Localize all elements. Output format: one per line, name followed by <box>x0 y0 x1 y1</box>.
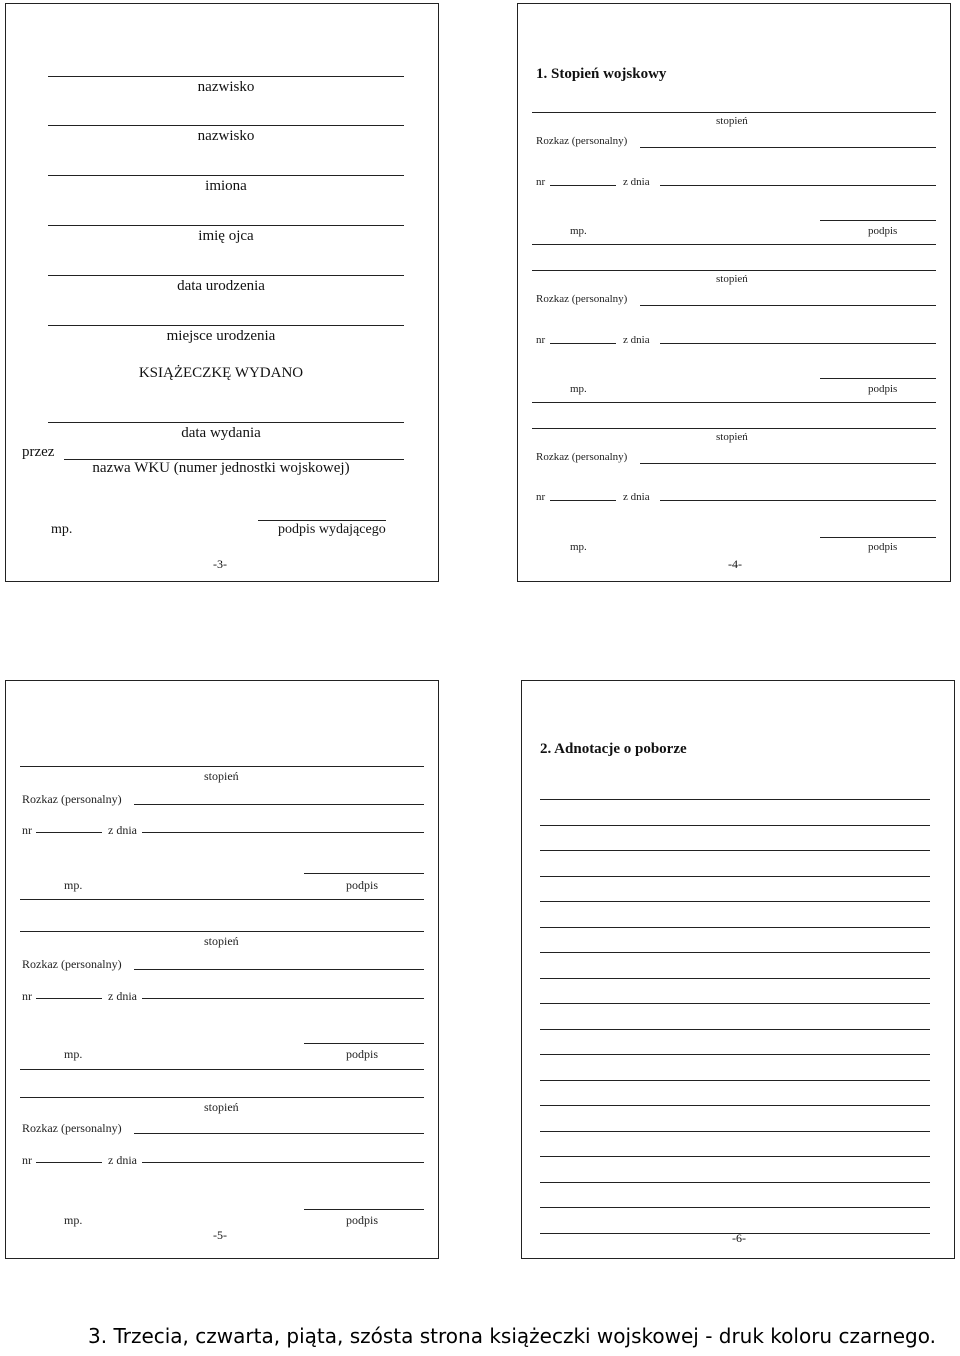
block-top-line <box>532 428 936 429</box>
order-line <box>134 969 424 970</box>
rank-label: stopień <box>204 1100 239 1114</box>
unit-label: nazwa WKU (numer jednostki wojskowej) <box>92 460 350 476</box>
page-6 <box>521 680 955 1259</box>
rank-label: stopień <box>716 273 748 285</box>
field-line <box>48 125 404 126</box>
nr-line <box>550 185 616 186</box>
date-line <box>660 343 936 344</box>
writing-line <box>540 1207 930 1208</box>
date-label: z dnia <box>108 823 137 837</box>
przez-label: przez <box>22 444 55 460</box>
date-line <box>660 185 936 186</box>
writing-line <box>540 1080 930 1081</box>
issuer-signature-label: podpis wydającego <box>278 522 386 537</box>
writing-line <box>540 1258 930 1259</box>
writing-line <box>540 825 930 826</box>
writing-line <box>540 927 930 928</box>
date-label: z dnia <box>623 176 650 188</box>
date-line <box>142 1162 424 1163</box>
page-3 <box>5 3 439 582</box>
block-top-line <box>20 1097 424 1098</box>
stamp-label: mp. <box>64 1213 83 1227</box>
field-line <box>48 275 404 276</box>
nr-line <box>550 500 616 501</box>
date-line <box>142 832 424 833</box>
page-number: -5- <box>213 1228 227 1242</box>
field-surname-label: nazwisko <box>197 79 255 95</box>
block-bottom-line <box>20 1069 424 1070</box>
order-line <box>640 305 936 306</box>
writing-line <box>540 901 930 902</box>
date-line <box>660 500 936 501</box>
date-label: z dnia <box>623 334 650 346</box>
order-label: Rozkaz (personalny) <box>536 135 628 147</box>
block-bottom-line <box>532 402 936 403</box>
nr-label: nr <box>22 1153 32 1167</box>
field-line <box>48 225 404 226</box>
signature-label: podpis <box>346 878 379 892</box>
field-line <box>48 422 404 423</box>
figure-caption: 3. Trzecia, czwarta, piąta, szósta strona książeczki wojskowej - druk koloru czarnego. <box>88 1324 936 1348</box>
writing-line <box>540 1131 930 1132</box>
order-line <box>640 147 936 148</box>
signature-line <box>258 520 386 521</box>
block-top-line <box>20 931 424 932</box>
order-label: Rozkaz (personalny) <box>22 1121 122 1135</box>
block-top-line <box>20 766 424 767</box>
stamp-label: mp. <box>570 383 587 395</box>
page-4 <box>517 3 951 582</box>
date-line <box>142 998 424 999</box>
page-title: 2. Adnotacje o poborze <box>540 741 687 757</box>
writing-line <box>540 978 930 979</box>
signature-label: podpis <box>346 1047 379 1061</box>
issue-date-label: data wydania <box>181 425 261 441</box>
signature-label: podpis <box>868 225 898 237</box>
order-label: Rozkaz (personalny) <box>536 451 628 463</box>
writing-line <box>540 876 930 877</box>
writing-line <box>540 1054 930 1055</box>
page-number: -6- <box>732 1231 746 1245</box>
stamp-label: mp. <box>570 225 587 237</box>
nr-line <box>36 1162 102 1163</box>
nr-label: nr <box>536 334 546 346</box>
signature-line <box>304 1209 424 1210</box>
writing-line <box>540 1182 930 1183</box>
writing-line <box>540 1105 930 1106</box>
field-line <box>48 76 404 77</box>
stamp-label: mp. <box>64 1047 83 1061</box>
rank-label: stopień <box>716 431 748 443</box>
block-top-line <box>532 112 936 113</box>
date-label: z dnia <box>108 1153 137 1167</box>
nr-line <box>36 998 102 999</box>
field-birth-date-label: data urodzenia <box>177 278 265 294</box>
order-label: Rozkaz (personalny) <box>536 293 628 305</box>
signature-line <box>820 378 936 379</box>
field-father-name-label: imię ojca <box>198 228 254 244</box>
order-label: Rozkaz (personalny) <box>22 792 122 806</box>
rank-label: stopień <box>204 769 239 783</box>
date-label: z dnia <box>623 491 650 503</box>
writing-line <box>540 952 930 953</box>
writing-line <box>540 799 930 800</box>
signature-line <box>820 537 936 538</box>
nr-label: nr <box>22 823 32 837</box>
stamp-label: mp. <box>51 522 73 537</box>
field-first-names-label: imiona <box>205 178 247 194</box>
field-surname-2-label: nazwisko <box>197 128 255 144</box>
writing-line <box>540 1003 930 1004</box>
stamp-label: mp. <box>64 878 83 892</box>
section-title: KSIĄŻECZKĘ WYDANO <box>138 365 304 381</box>
block-bottom-line <box>532 244 936 245</box>
order-line <box>134 1133 424 1134</box>
stamp-label: mp. <box>570 541 587 553</box>
signature-line <box>304 873 424 874</box>
signature-label: podpis <box>346 1213 379 1227</box>
field-birth-place-label: miejsce urodzenia <box>166 328 276 344</box>
signature-label: podpis <box>868 383 898 395</box>
rank-label: stopień <box>204 934 239 948</box>
block-bottom-line <box>20 899 424 900</box>
nr-label: nr <box>536 176 546 188</box>
block-top-line <box>532 270 936 271</box>
page-number: -3- <box>213 557 227 571</box>
writing-line <box>540 850 930 851</box>
order-label: Rozkaz (personalny) <box>22 957 122 971</box>
writing-line <box>540 1029 930 1030</box>
nr-line <box>36 832 102 833</box>
nr-label: nr <box>22 989 32 1003</box>
page-number: -4- <box>728 557 742 571</box>
field-line <box>48 325 404 326</box>
signature-label: podpis <box>868 541 898 553</box>
order-line <box>640 463 936 464</box>
signature-line <box>304 1043 424 1044</box>
writing-line <box>540 1156 930 1157</box>
rank-label: stopień <box>716 115 748 127</box>
order-line <box>134 804 424 805</box>
signature-line <box>820 220 936 221</box>
nr-line <box>550 343 616 344</box>
date-label: z dnia <box>108 989 137 1003</box>
nr-label: nr <box>536 491 546 503</box>
page-title: 1. Stopień wojskowy <box>536 66 667 82</box>
page-5 <box>5 680 439 1259</box>
field-line <box>48 175 404 176</box>
